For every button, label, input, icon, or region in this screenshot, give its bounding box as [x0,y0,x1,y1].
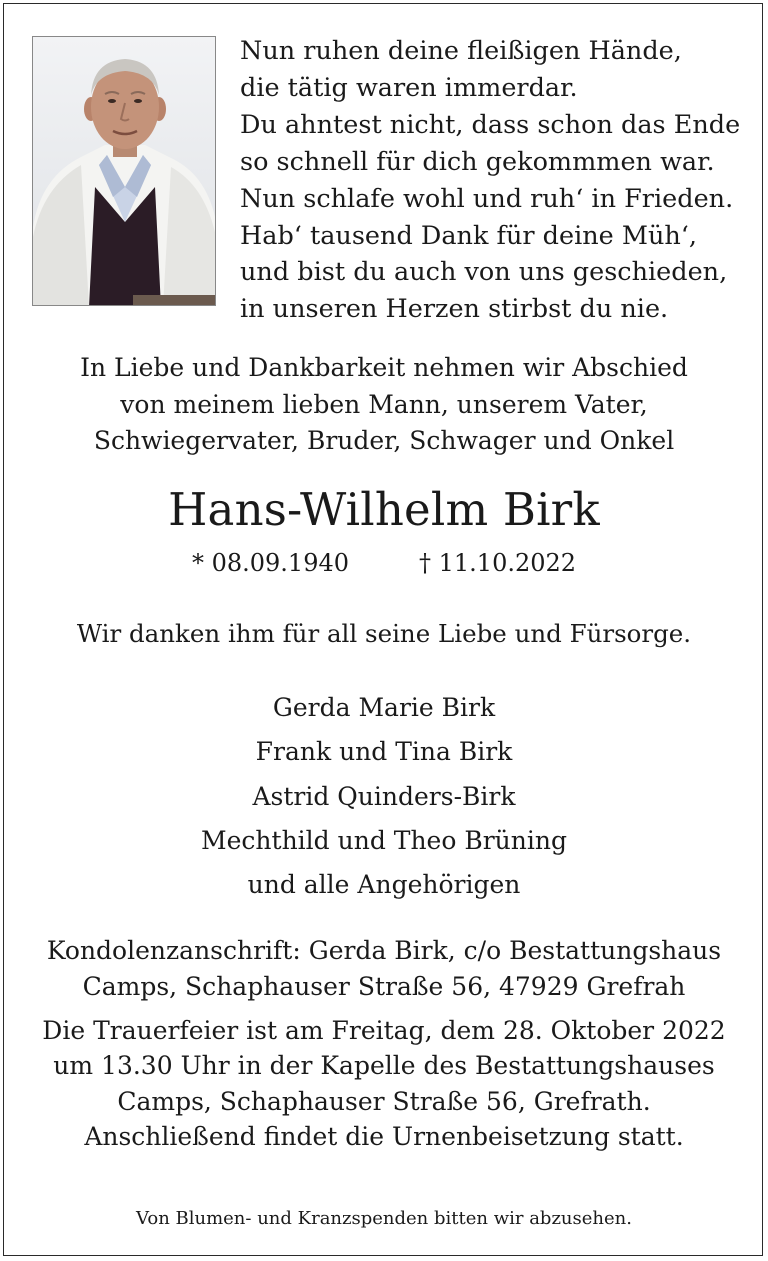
deceased-name: Hans-Wilhelm Birk [168,483,600,536]
birth-date: * 08.09.1940 [191,549,349,577]
portrait-photo [32,36,216,306]
intro-line: von meinem lieben Mann, unserem Vater, [120,389,648,419]
condolence-address [0,933,768,1004]
intro-line: Schwiegervater, Bruder, Schwager und Onkel [93,426,675,455]
poem-line: in unseren Herzen stirbst du nie. [240,294,669,325]
poem-line: so schnell für dich gekommmen war. [240,146,715,177]
intro-line: In Liebe und Dankbarkeit nehmen wir Abschied [80,353,688,382]
portrait-illustration [33,37,216,306]
thanks-line: Wir danken ihm für all seine Liebe und Fürsorge. [76,619,692,648]
funeral-line: Camps, Schaphauser Straße 56, Grefrath. [117,1086,651,1116]
condolence-line: Kondolenzanschrift: Gerda Birk, c/o Bestattungshaus [46,936,722,965]
poem-line: die tätig waren immerdar. [240,72,578,103]
poem-line: Nun ruhen deine fleißigen Hände, [240,36,682,66]
funeral-line: Anschließend findet die Urnenbeisetzung statt. [84,1121,684,1151]
farewell-intro [0,350,768,460]
funeral-line: Die Trauerfeier ist am Freitag, dem 28. Oktober 2022 [42,1016,726,1045]
family-member: Astrid Quinders-Birk [252,781,516,811]
death-date: † 11.10.2022 [419,549,577,577]
family-member: Frank und Tina Birk [255,737,513,767]
family-member: und alle Angehörigen [247,870,521,900]
family-list [0,686,768,907]
flower-note: Von Blumen- und Kranzspenden bitten wir abzusehen. [136,1208,632,1229]
poem-line: und bist du auch von uns geschieden, [240,257,728,288]
funeral-line: um 13.30 Uhr in der Kapelle des Bestattungshauses [53,1051,715,1081]
condolence-line: Camps, Schaphauser Straße 56, 47929 Grefrah [82,971,686,1001]
poem-line: Nun schlafe wohl und ruh‘ in Frieden. [240,183,734,214]
life-dates [0,545,768,581]
family-member: Mechthild und Theo Brüning [201,825,567,855]
family-member: Gerda Marie Birk [272,693,496,722]
poem-line: Hab‘ tausend Dank für deine Müh‘, [240,220,698,251]
funeral-info [0,1013,768,1154]
poem-line: Du ahntest nicht, dass schon das Ende [240,109,741,140]
poem [240,33,740,328]
